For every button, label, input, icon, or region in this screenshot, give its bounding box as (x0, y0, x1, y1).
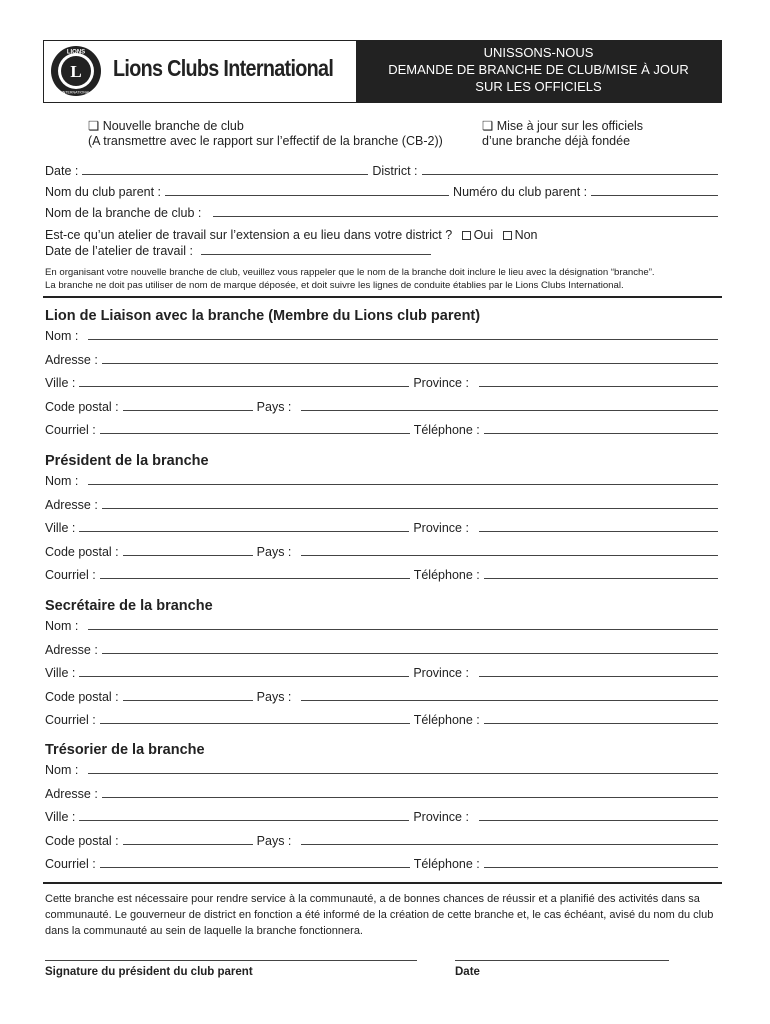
city-field[interactable] (79, 675, 409, 677)
postal-code-label: Code postal : (45, 834, 119, 848)
parent-club-number-field[interactable] (591, 194, 718, 196)
address-label: Adresse : (45, 353, 98, 367)
email-phone-row (45, 855, 718, 871)
name-field[interactable] (88, 628, 718, 630)
yes-label: Oui (473, 228, 494, 242)
province-label: Province : (413, 666, 469, 680)
notice-line-1: En organisant votre nouvelle branche de club, veuillez vous rappeler que le nom de la branche doit inclure le lieu avec la désignation “branche”. (45, 267, 655, 278)
divider-top (43, 296, 722, 298)
section-title: Président de la branche (45, 453, 209, 469)
email-label: Courriel : (45, 713, 96, 727)
lions-emblem-icon (50, 45, 102, 97)
address-label: Adresse : (45, 643, 98, 657)
postal-code-label: Code postal : (45, 690, 119, 704)
postal-code-field[interactable] (123, 554, 253, 556)
checkbox-new-branch[interactable]: ❏ (88, 119, 100, 133)
province-label: Province : (413, 376, 469, 390)
city-field[interactable] (79, 819, 409, 821)
name-label: Nom : (45, 619, 79, 633)
workshop-question: Est-ce qu’un atelier de travail sur l’extension a eu lieu dans votre district ? (45, 228, 453, 242)
phone-field[interactable] (484, 722, 718, 724)
name-field[interactable] (88, 483, 718, 485)
parent-club-name-label: Nom du club parent : (45, 185, 162, 199)
signature-label: Signature du président du club parent (45, 966, 253, 978)
phone-label: Téléphone : (413, 568, 480, 582)
phone-field[interactable] (484, 866, 718, 868)
name-row (45, 472, 718, 488)
address-row (45, 785, 718, 801)
city-province-row (45, 374, 718, 390)
city-label: Ville : (45, 666, 76, 680)
email-phone-row (45, 421, 718, 437)
option-new-branch[interactable] (88, 118, 244, 133)
province-label: Province : (413, 810, 469, 824)
address-field[interactable] (102, 362, 718, 364)
name-row (45, 617, 718, 633)
section-title: Trésorier de la branche (45, 742, 205, 758)
workshop-question-row (45, 228, 538, 242)
address-row (45, 496, 718, 512)
name-field[interactable] (88, 772, 718, 774)
checkbox-update[interactable]: ❏ (482, 119, 494, 133)
district-label: District : (372, 164, 418, 178)
email-phone-row (45, 711, 718, 727)
no-label: Non (514, 228, 538, 242)
city-province-row (45, 808, 718, 824)
email-label: Courriel : (45, 857, 96, 871)
address-field[interactable] (102, 652, 718, 654)
footer-text: Cette branche est nécessaire pour rendre service à la communauté, a de bonnes chances de réussir et a planifié des activités dans sa communauté. Le gouverneur de district en fonction a été informé de la création de cette branche et, le cas échéant, avisé du nom du club dans la communauté au sein de laquelle la branche fonctionnera. (45, 893, 714, 937)
signature-date-label: Date (455, 966, 480, 978)
email-field[interactable] (100, 577, 410, 579)
province-field[interactable] (479, 819, 718, 821)
country-label: Pays : (256, 545, 292, 559)
emblem-text-top: LIONS (66, 49, 86, 56)
city-label: Ville : (45, 521, 76, 535)
section-title: Secrétaire de la branche (45, 598, 213, 614)
date-label: Date : (45, 164, 79, 178)
new-branch-sub: (A transmettre avec le rapport sur l’effectif de la branche (CB-2)) (88, 134, 443, 148)
branch-name-label: Nom de la branche de club : (45, 206, 202, 220)
postal-code-field[interactable] (123, 699, 253, 701)
new-branch-label: Nouvelle branche de club (102, 119, 244, 133)
phone-field[interactable] (484, 432, 718, 434)
parent-club-row (45, 183, 718, 199)
parent-club-name-field[interactable] (165, 194, 449, 196)
signature-line[interactable] (45, 960, 417, 961)
emblem-letter: L (70, 62, 82, 81)
province-field[interactable] (479, 675, 718, 677)
email-label: Courriel : (45, 423, 96, 437)
branch-name-field[interactable] (213, 215, 718, 217)
workshop-date-field[interactable] (201, 253, 431, 255)
district-field[interactable] (422, 173, 719, 175)
form-title (356, 41, 721, 102)
name-label: Nom : (45, 474, 79, 488)
address-field[interactable] (102, 796, 718, 798)
postal-code-field[interactable] (123, 843, 253, 845)
divider-bottom (43, 882, 722, 884)
address-label: Adresse : (45, 498, 98, 512)
checkbox-no[interactable] (503, 231, 512, 240)
address-row (45, 351, 718, 367)
phone-label: Téléphone : (413, 713, 480, 727)
email-field[interactable] (100, 432, 410, 434)
name-label: Nom : (45, 329, 79, 343)
section-title: Lion de Liaison avec la branche (Membre du Lions club parent) (45, 308, 481, 324)
email-label: Courriel : (45, 568, 96, 582)
address-row (45, 641, 718, 657)
city-label: Ville : (45, 810, 76, 824)
country-label: Pays : (256, 690, 292, 704)
province-field[interactable] (479, 385, 718, 387)
name-field[interactable] (88, 338, 718, 340)
country-label: Pays : (256, 834, 292, 848)
email-field[interactable] (100, 722, 410, 724)
postal-country-row (45, 832, 718, 848)
country-field[interactable] (301, 554, 718, 556)
province-label: Province : (413, 521, 469, 535)
workshop-date-label: Date de l’atelier de travail : (45, 244, 193, 258)
phone-label: Téléphone : (413, 423, 480, 437)
province-field[interactable] (479, 530, 718, 532)
postal-code-field[interactable] (123, 409, 253, 411)
postal-code-label: Code postal : (45, 400, 119, 414)
name-row (45, 761, 718, 777)
phone-field[interactable] (484, 577, 718, 579)
date-district-row (45, 162, 718, 178)
postal-country-row (45, 398, 718, 414)
notice-line-2: La branche ne doit pas utiliser de nom de marque déposée, et doit suivre les lignes de conduite établies par le Lions Clubs International. (45, 280, 624, 291)
workshop-date-row (45, 242, 431, 258)
name-label: Nom : (45, 763, 79, 777)
checkbox-yes[interactable] (462, 231, 471, 240)
email-phone-row (45, 566, 718, 582)
postal-country-row (45, 688, 718, 704)
address-label: Adresse : (45, 787, 98, 801)
postal-country-row (45, 543, 718, 559)
country-field[interactable] (301, 699, 718, 701)
branch-name-row (45, 204, 718, 220)
country-field[interactable] (301, 409, 718, 411)
city-field[interactable] (79, 385, 409, 387)
city-province-row (45, 519, 718, 535)
org-name: Lions Clubs International (113, 55, 334, 81)
option-update-officers[interactable] (482, 118, 643, 133)
city-label: Ville : (45, 376, 76, 390)
city-field[interactable] (79, 530, 409, 532)
phone-label: Téléphone : (413, 857, 480, 871)
city-province-row (45, 664, 718, 680)
update-sub: d’une branche déjà fondée (482, 134, 631, 148)
country-field[interactable] (301, 843, 718, 845)
country-label: Pays : (256, 400, 292, 414)
form-header (43, 40, 722, 103)
title-line-3: SUR LES OFFICIELS (475, 79, 602, 94)
emblem-text-bottom: INTERNATIONAL (61, 90, 91, 95)
date-field[interactable] (82, 173, 368, 175)
parent-club-number-label: Numéro du club parent : (453, 185, 588, 199)
postal-code-label: Code postal : (45, 545, 119, 559)
title-line-1: UNISSONS-NOUS (483, 45, 594, 60)
update-label: Mise à jour sur les officiels (496, 119, 644, 133)
title-line-2: DEMANDE DE BRANCHE DE CLUB/MISE À JOUR (388, 62, 689, 77)
address-field[interactable] (102, 507, 718, 509)
email-field[interactable] (100, 866, 410, 868)
logo-area (44, 41, 356, 102)
name-row (45, 327, 718, 343)
signature-date-line[interactable] (455, 960, 669, 961)
